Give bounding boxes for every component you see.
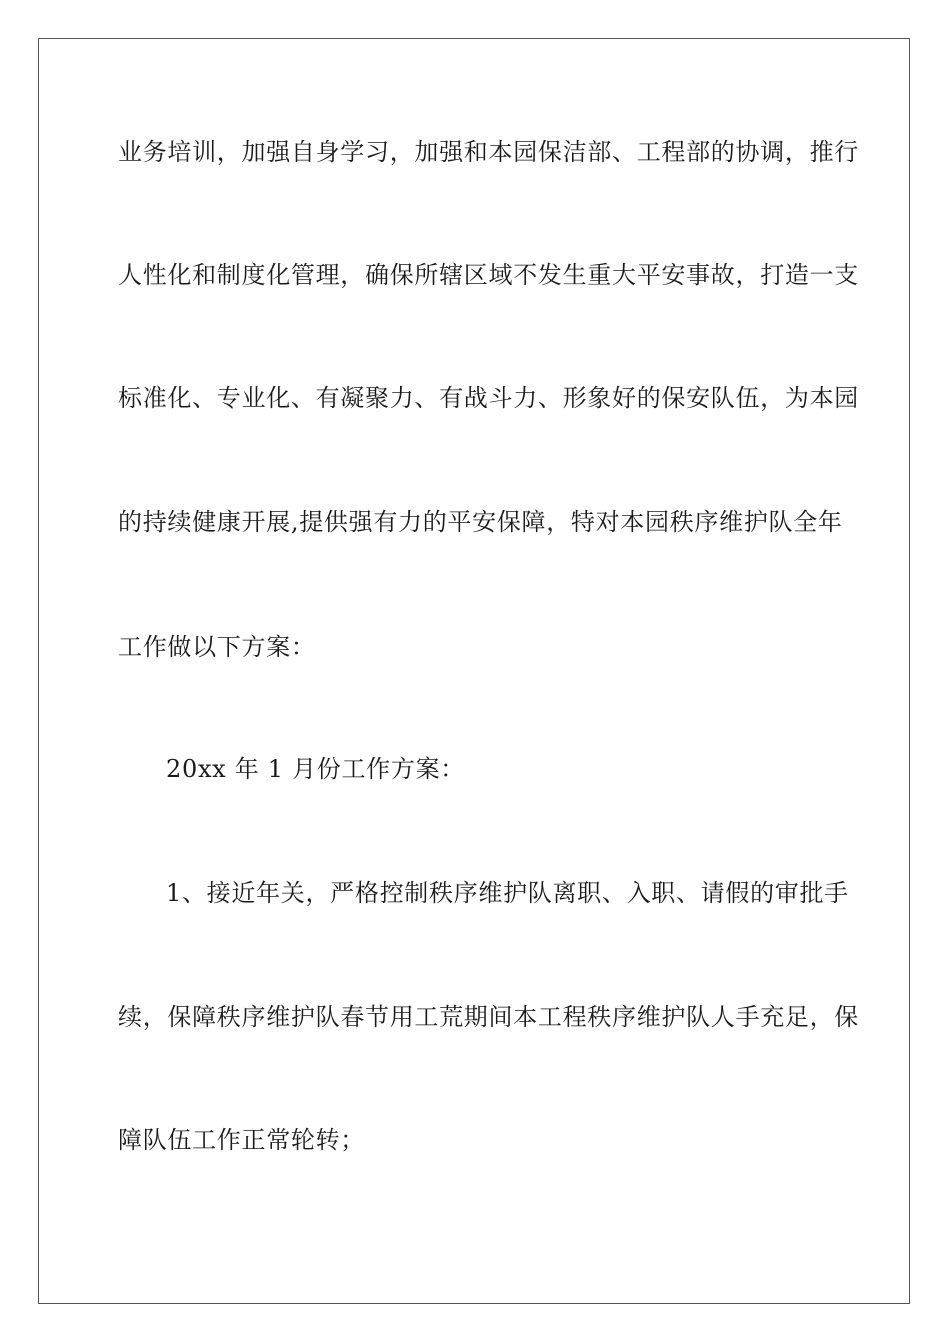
paragraph-line-4: 的持续健康开展,提供强有力的平安保障，特对本园秩序维护队全年	[118, 508, 843, 536]
paragraph-line-3: 标准化、专业化、有凝聚力、有战斗力、形象好的保安队伍，为本园	[118, 384, 859, 412]
section-heading-january: 20xx 年 1 月份工作方案：	[166, 755, 465, 783]
list-item-1-line-2: 续，保障秩序维护队春节用工荒期间本工程秩序维护队人手充足，保	[118, 1003, 859, 1031]
paragraph-line-1: 业务培训，加强自身学习，加强和本园保洁部、工程部的协调，推行	[118, 138, 859, 166]
page-border	[38, 38, 910, 1304]
paragraph-line-2: 人性化和制度化管理，确保所辖区域不发生重大平安事故，打造一支	[118, 261, 859, 289]
list-item-1-line-3: 障队伍工作正常轮转；	[118, 1126, 365, 1154]
list-item-1-line-1: 1、接近年关，严格控制秩序维护队离职、入职、请假的审批手	[166, 879, 849, 907]
paragraph-line-5: 工作做以下方案：	[118, 633, 316, 661]
